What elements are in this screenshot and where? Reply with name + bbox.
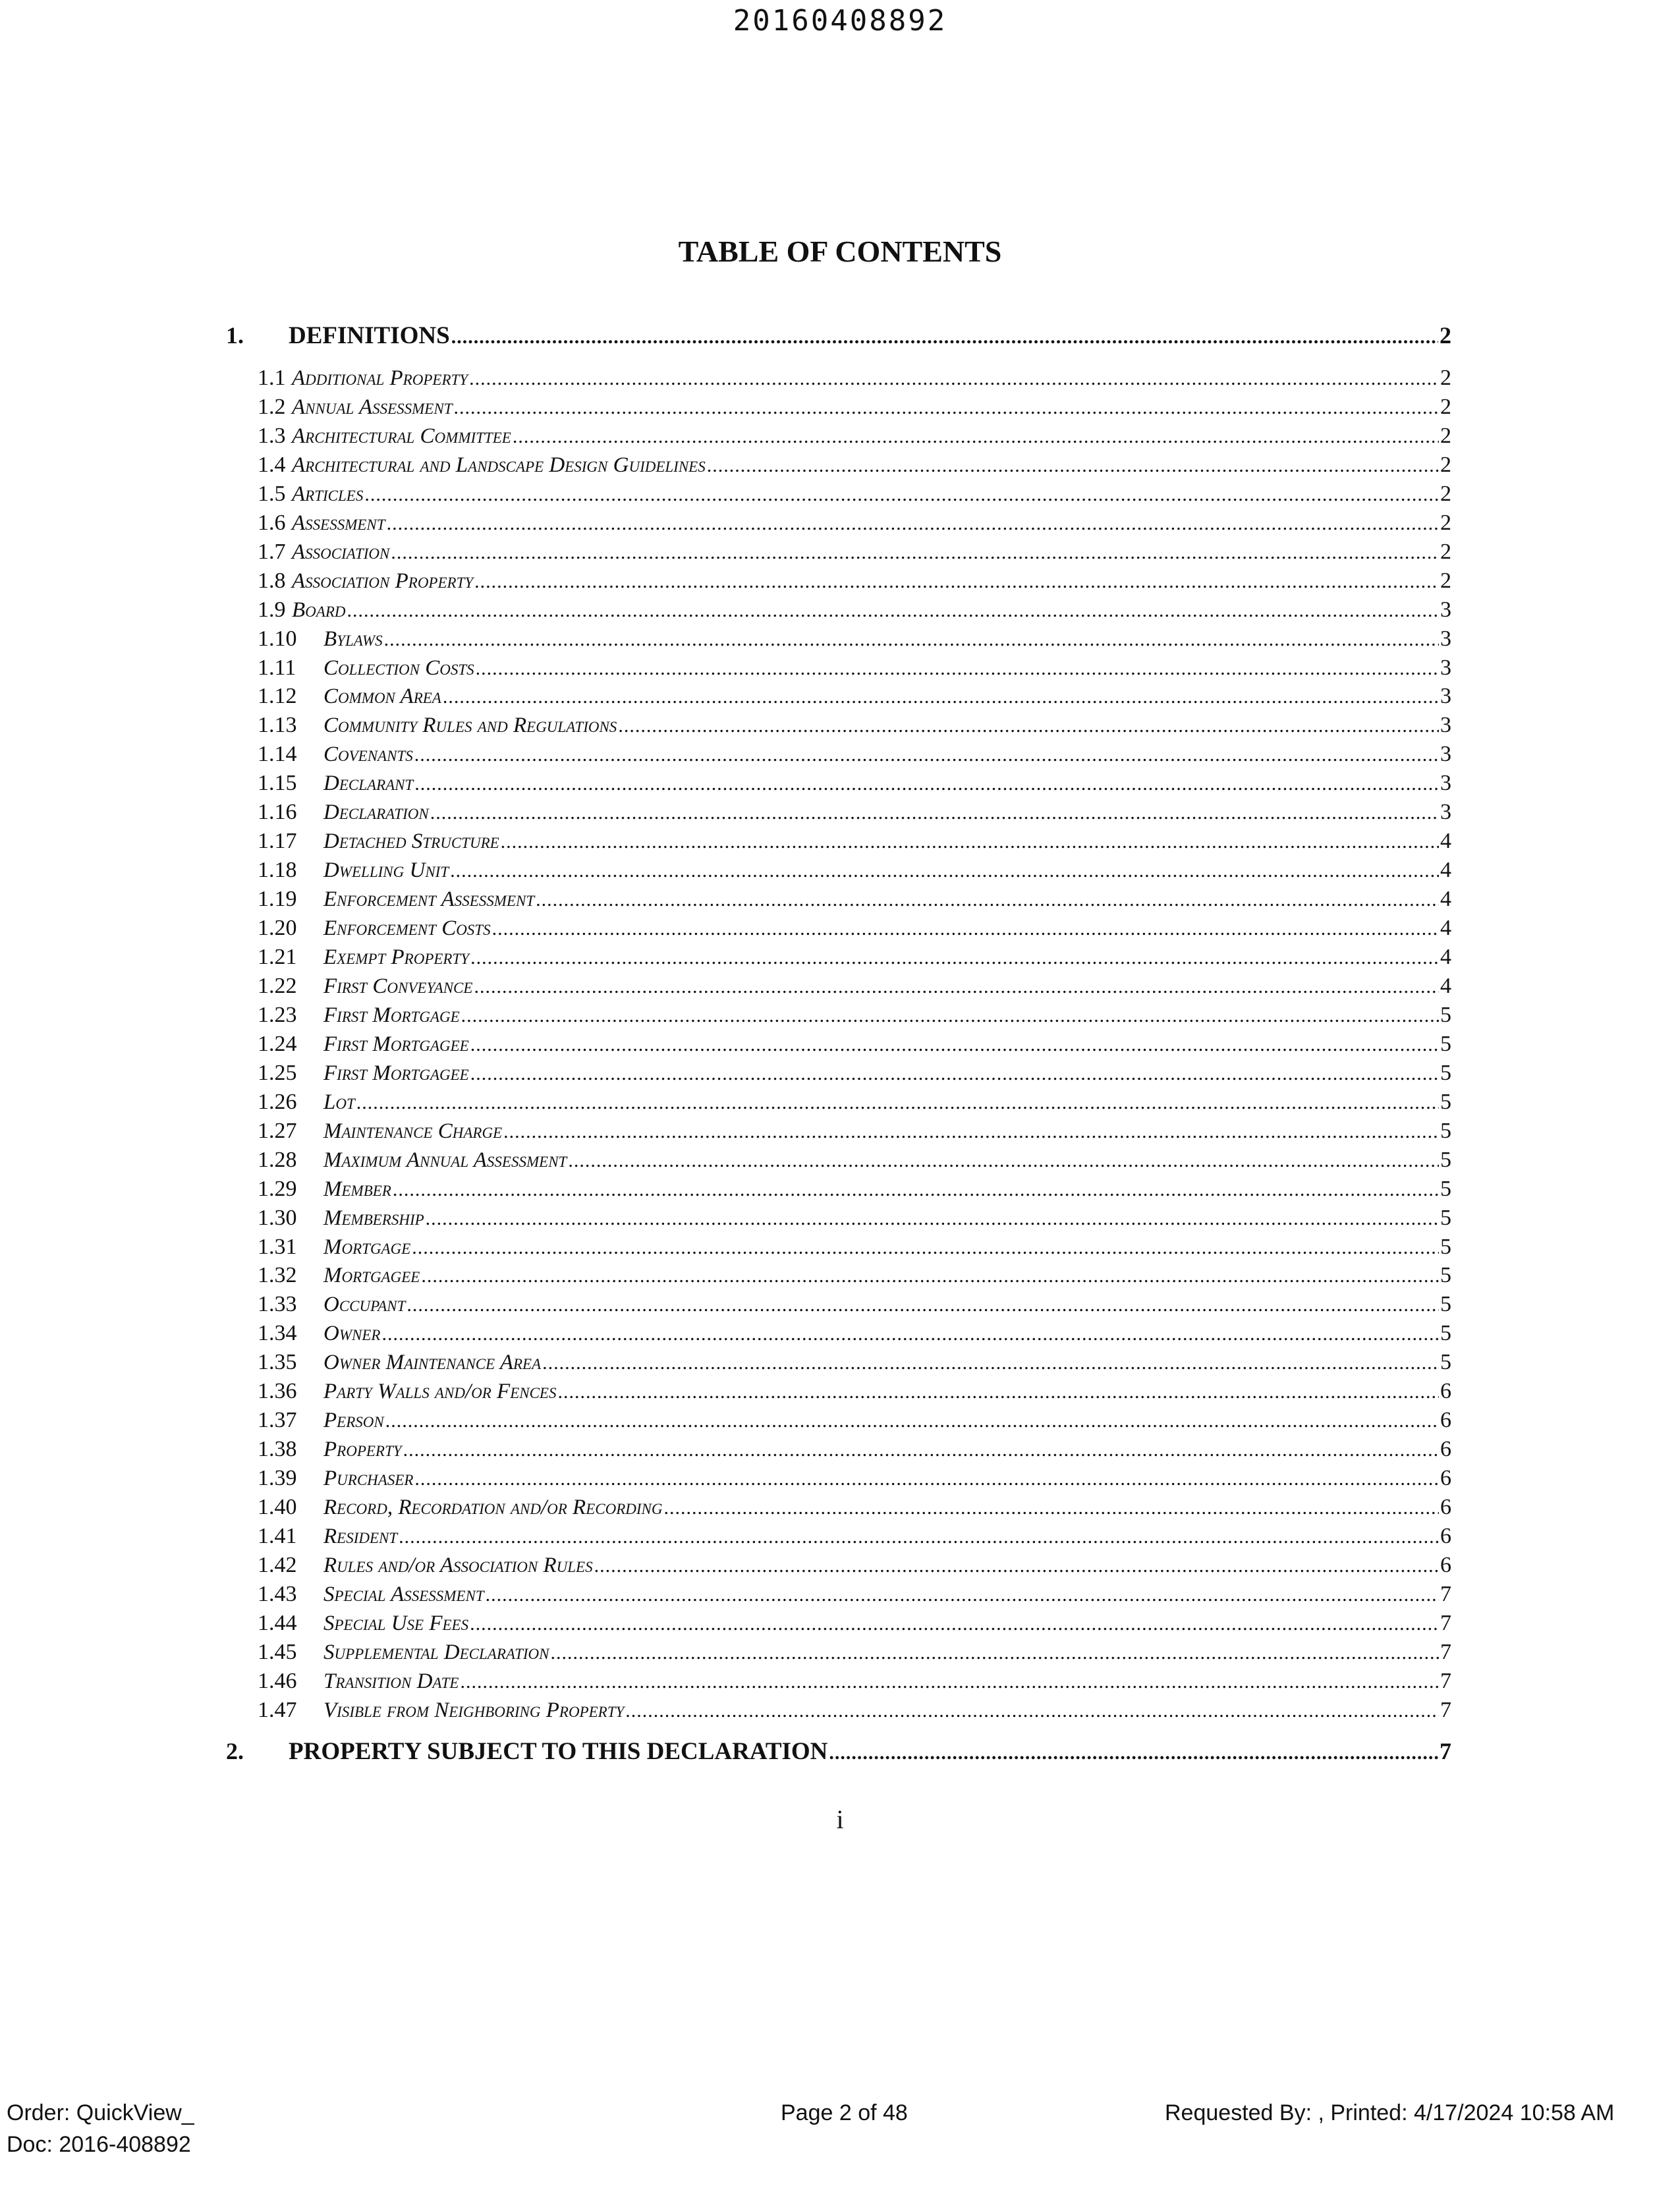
entry-page: 2 [1440,540,1451,564]
toc-entry-row [226,800,1451,829]
entry-title: Purchaser [323,1467,414,1490]
entry-page: 4 [1440,916,1451,940]
entry-title: Supplemental Declaration [323,1640,549,1664]
entry-page: 4 [1440,974,1451,998]
dot-leader [474,976,1439,998]
entry-page: 2 [1440,511,1451,535]
entry-number: 1.47 [258,1698,297,1722]
entry-title: Mortgagee [323,1264,420,1287]
toc-entry-row [226,1582,1451,1611]
toc-entry-row [226,1466,1451,1495]
entry-number: 1.38 [258,1437,297,1461]
entry-number: 1.42 [258,1553,297,1577]
toc-entry-row [226,1698,1451,1727]
entry-page: 5 [1440,1235,1451,1259]
dot-leader [474,571,1439,593]
toc-entry-row [226,829,1451,858]
toc-entry-row [226,1206,1451,1235]
entry-title: Additional Property [292,366,468,390]
entry-title: First Mortgagee [323,1061,469,1085]
dot-leader [393,1179,1439,1201]
entry-title: Detached Structure [323,829,499,853]
entry-title: Visible from Neighboring Property [323,1698,625,1722]
dot-leader [450,860,1439,882]
toc-entry-row [226,1408,1451,1437]
entry-title: Architectural Committee [292,424,511,448]
entry-number: 1.14 [258,742,297,766]
toc-entry-row [226,1003,1451,1032]
entry-title: First Mortgage [323,1003,460,1027]
entry-page: 2 [1440,569,1451,593]
entry-title: Special Use Fees [323,1611,469,1635]
toc-entry-row [226,1524,1451,1553]
toc-entry-row [226,1263,1451,1292]
dot-leader [470,947,1439,969]
toc-entry-row [226,1235,1451,1264]
entry-page: 3 [1440,598,1451,622]
entry-number: 1.41 [258,1524,297,1548]
section-title: PROPERTY SUBJECT TO THIS DECLARATION [289,1738,828,1765]
dot-leader [568,1150,1439,1172]
dot-leader [550,1642,1439,1664]
toc-entry-row [226,1177,1451,1206]
dot-leader [381,1323,1439,1345]
dot-leader [414,1468,1439,1490]
entry-number: 1.10 [258,627,297,651]
entry-number: 1.32 [258,1263,297,1287]
entry-page: 5 [1440,1206,1451,1230]
entry-title: Association Property [292,569,474,593]
dot-leader [414,744,1439,766]
entry-page: 3 [1440,627,1451,651]
entry-number: 1.19 [258,887,297,911]
entry-number: 1.20 [258,916,297,940]
toc-entry-row [226,1611,1451,1640]
dot-leader [618,715,1439,737]
entry-page: 3 [1440,771,1451,795]
toc-entry-row [226,858,1451,887]
dot-leader [664,1497,1440,1519]
dot-leader [387,513,1439,535]
entry-page: 6 [1440,1408,1451,1432]
entry-page: 6 [1440,1437,1451,1461]
entry-number: 1.7 [258,540,286,564]
entry-number: 1.5 [258,482,286,506]
toc-entry-row [226,1119,1451,1148]
entry-page: 2 [1440,366,1451,390]
entry-number: 1.17 [258,829,297,853]
entry-page: 5 [1440,1263,1451,1287]
footer-order: Order: QuickView_ [7,2100,194,2125]
entry-page: 7 [1440,1698,1451,1722]
entry-number: 1.28 [258,1148,297,1172]
dot-leader [414,773,1439,795]
entry-title: Bylaws [323,627,383,651]
entry-page: 4 [1440,858,1451,882]
entry-page: 2 [1440,453,1451,477]
dot-leader [412,1237,1439,1259]
toc-entry-row [226,1148,1451,1177]
toc-entry-row [226,598,1451,627]
entry-title: Enforcement Assessment [323,887,535,911]
entry-page: 3 [1440,713,1451,737]
entry-title: Maintenance Charge [323,1119,503,1143]
toc-section-row [226,1737,1451,1766]
entry-page: 7 [1440,1611,1451,1635]
entry-number: 1.36 [258,1379,297,1403]
dot-leader [384,629,1439,651]
entry-page: 5 [1440,1119,1451,1143]
entry-number: 1.40 [258,1495,297,1519]
entry-page: 5 [1440,1003,1451,1027]
toc-entry-row [226,424,1451,453]
entry-title: Enforcement Costs [323,916,491,940]
entry-page: 7 [1440,1640,1451,1664]
dot-leader [399,1526,1439,1548]
toc-entry-row [226,656,1451,685]
entry-number: 1.44 [258,1611,297,1635]
entry-number: 1.2 [258,395,286,419]
dot-leader [486,1584,1439,1606]
entry-page: 6 [1440,1466,1451,1490]
dot-leader [536,889,1439,911]
toc-entry-row [226,366,1451,395]
dot-leader [492,918,1439,940]
entry-page: 3 [1440,742,1451,766]
toc-entry-row [226,887,1451,916]
entry-title: Special Assessment [323,1583,484,1606]
footer-requested: Requested By: , Printed: 4/17/2024 10:58 AM [1165,2100,1615,2125]
dot-leader [470,1613,1439,1635]
entry-number: 1.46 [258,1669,297,1693]
entry-number: 1.16 [258,800,297,824]
entry-page: 4 [1440,829,1451,853]
entry-page: 5 [1440,1292,1451,1316]
entry-title: First Conveyance [323,974,473,998]
dot-leader [451,326,1438,349]
entry-number: 1.11 [258,656,296,680]
dot-leader [707,455,1439,477]
entry-page: 2 [1440,424,1451,448]
entry-title: Resident [323,1525,398,1548]
dot-leader [594,1555,1439,1577]
entry-number: 1.6 [258,511,286,535]
entry-title: Declaration [323,800,429,824]
entry-page: 6 [1440,1495,1451,1519]
section-page: 2 [1440,322,1451,349]
dot-leader [470,1034,1439,1056]
entry-number: 1.29 [258,1177,297,1201]
recording-number: 20160408892 [733,4,947,38]
entry-number: 1.45 [258,1640,297,1664]
entry-title: Declarant [323,771,414,795]
entry-page: 3 [1440,656,1451,680]
toc-entry-row [226,1669,1451,1698]
dot-leader [454,397,1440,419]
toc-entry-row [226,1090,1451,1119]
entry-title: Rules and/or Association Rules [323,1554,593,1577]
dot-leader [829,1742,1438,1764]
dot-leader [430,802,1439,824]
toc-entry-row [226,1061,1451,1090]
entry-number: 1.34 [258,1321,297,1345]
entry-page: 4 [1440,887,1451,911]
entry-number: 1.15 [258,771,297,795]
dot-leader [347,600,1439,622]
entry-title: Board [292,598,346,622]
entry-title: Assessment [292,511,385,535]
dot-leader [501,831,1439,853]
footer-page-info: Page 2 of 48 [781,2100,908,2125]
page-number: i [836,1805,844,1834]
section-number: 2. [226,1738,244,1764]
entry-number: 1.33 [258,1292,297,1316]
entry-page: 2 [1440,395,1451,419]
entry-number: 1.31 [258,1235,297,1259]
entry-number: 1.4 [258,453,286,477]
dot-leader [385,1410,1439,1432]
entry-page: 5 [1440,1350,1451,1374]
entry-title: Covenants [323,743,413,766]
entry-page: 5 [1440,1148,1451,1172]
entry-title: Community Rules and Regulations [323,714,617,737]
toc-entry-row [226,395,1451,424]
entry-title: Owner [323,1322,381,1345]
section-page: 7 [1440,1738,1451,1764]
entry-number: 1.30 [258,1206,297,1230]
entry-page: 3 [1440,800,1451,824]
entry-page: 6 [1440,1524,1451,1548]
entry-number: 1.8 [258,569,286,593]
toc-entry-row [226,482,1451,511]
entry-page: 6 [1440,1379,1451,1403]
entry-title: Record, Recordation and/or Recording [323,1496,663,1519]
toc-entry-row [226,1032,1451,1061]
section-title: DEFINITIONS [289,322,450,349]
entry-number: 1.25 [258,1061,297,1085]
entry-page: 5 [1440,1177,1451,1201]
entry-page: 5 [1440,1090,1451,1114]
entry-title: Transition Date [323,1669,459,1693]
entry-number: 1.12 [258,684,297,708]
dot-leader [461,1005,1439,1027]
dot-leader [625,1700,1439,1722]
dot-leader [470,1063,1439,1085]
toc-entry-row [226,771,1451,800]
toc-entry-row [226,945,1451,974]
entry-title: Lot [323,1090,355,1114]
dot-leader [356,1092,1439,1114]
toc-entry-row [226,713,1451,742]
dot-leader [476,658,1439,680]
dot-leader [403,1439,1439,1461]
toc-entry-row [226,974,1451,1003]
section-number: 1. [226,322,244,349]
dot-leader [443,686,1439,708]
entry-page: 4 [1440,945,1451,969]
entry-number: 1.37 [258,1408,297,1432]
dot-leader [421,1265,1439,1287]
toc-entry-row [226,742,1451,771]
entry-page: 5 [1440,1032,1451,1056]
toc-entry-row [226,1640,1451,1669]
entry-title: Common Area [323,685,441,708]
entry-title: First Mortgagee [323,1032,469,1056]
toc-entry-row [226,1321,1451,1350]
entry-number: 1.26 [258,1090,297,1114]
entry-page: 2 [1440,482,1451,506]
entry-number: 1.27 [258,1119,297,1143]
entry-title: Association [292,540,390,564]
entry-title: Occupant [323,1293,406,1316]
entry-number: 1.3 [258,424,286,448]
entry-title: Maximum Annual Assessment [323,1148,567,1172]
entry-title: Person [323,1409,384,1432]
toc-entry-row [226,453,1451,482]
entry-title: Property [323,1438,402,1461]
dot-leader [426,1208,1439,1230]
toc-entry-row [226,684,1451,713]
entry-number: 1.1 [258,366,286,390]
entry-page: 6 [1440,1553,1451,1577]
entry-title: Mortgage [323,1235,411,1259]
toc-entry-row [226,1437,1451,1466]
toc-section-row [226,322,1451,350]
entry-number: 1.22 [258,974,297,998]
entry-number: 1.18 [258,858,297,882]
dot-leader [460,1671,1439,1693]
entry-title: Exempt Property [323,945,470,969]
dot-leader [469,368,1439,390]
page-title: TABLE OF CONTENTS [678,235,1002,268]
entry-title: Party Walls and/or Fences [323,1380,557,1403]
toc-entry-row [226,1553,1451,1582]
dot-leader [503,1121,1439,1143]
dot-leader [542,1352,1439,1374]
entry-page: 5 [1440,1321,1451,1345]
entry-number: 1.43 [258,1582,297,1606]
entry-title: Architectural and Landscape Design Guidelines [292,453,706,477]
footer-doc: Doc: 2016-408892 [7,2132,191,2157]
entry-number: 1.13 [258,713,297,737]
dot-leader [391,542,1439,564]
entry-title: Annual Assessment [292,395,453,419]
entry-title: Dwelling Unit [323,858,449,882]
entry-number: 1.23 [258,1003,297,1027]
entry-title: Membership [323,1206,424,1230]
entry-title: Member [323,1177,391,1201]
toc-entry-row [226,1379,1451,1408]
entry-number: 1.21 [258,945,297,969]
entry-number: 1.9 [258,598,286,622]
toc-entry-row [226,511,1451,540]
entry-title: Owner Maintenance Area [323,1351,542,1374]
toc-entry-row [226,569,1451,598]
dot-leader [406,1294,1439,1316]
entry-page: 5 [1440,1061,1451,1085]
toc-entry-row [226,1495,1451,1524]
entry-title: Articles [292,482,364,506]
entry-page: 7 [1440,1582,1451,1606]
entry-page: 7 [1440,1669,1451,1693]
entry-number: 1.35 [258,1350,297,1374]
entry-number: 1.24 [258,1032,297,1056]
dot-leader [557,1381,1439,1403]
toc-entry-row [226,627,1451,656]
toc-entry-row [226,1292,1451,1321]
toc-entry-row [226,916,1451,945]
dot-leader [513,426,1439,448]
toc-entry-row [226,1350,1451,1379]
entry-page: 3 [1440,684,1451,708]
dot-leader [364,484,1439,506]
toc-entry-row [226,540,1451,569]
entry-number: 1.39 [258,1466,297,1490]
entry-title: Collection Costs [323,656,474,680]
